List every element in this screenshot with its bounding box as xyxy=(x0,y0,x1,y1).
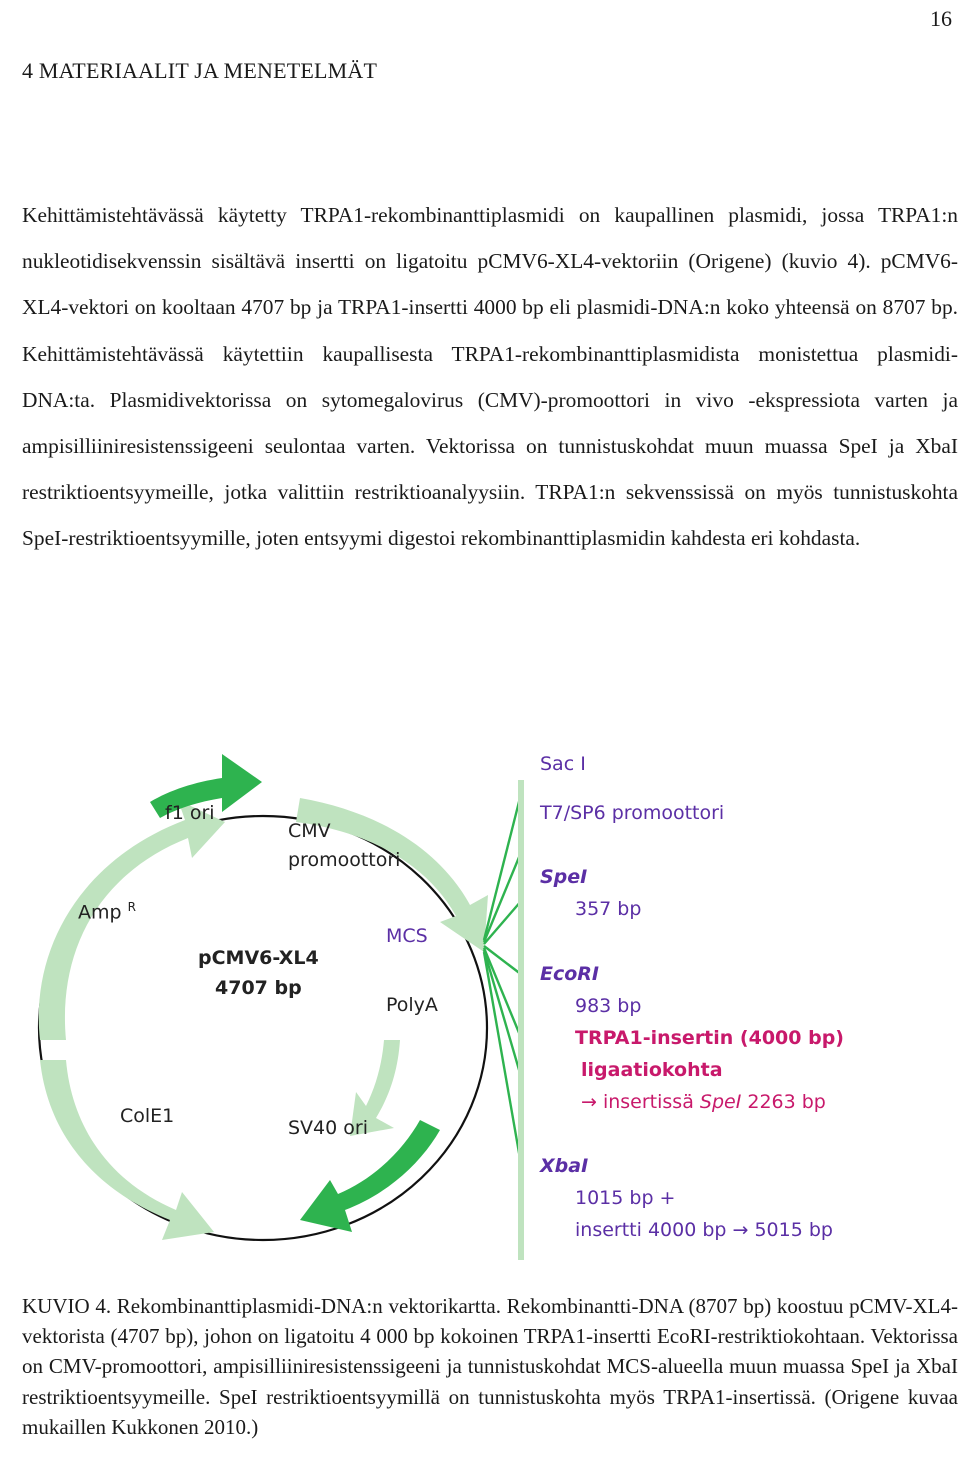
label-polya: PolyA xyxy=(386,994,438,1016)
label-ecori: EcoRI xyxy=(540,963,599,985)
label-center-size: 4707 bp xyxy=(215,977,302,999)
label-mcs: MCS xyxy=(386,925,428,947)
page-number: 16 xyxy=(930,6,952,31)
label-xbai: XbaI xyxy=(540,1155,589,1177)
mcs-fan xyxy=(484,790,522,1170)
label-center-name: pCMV6-XL4 xyxy=(198,947,319,969)
label-cmv: CMV xyxy=(288,820,331,842)
plasmid-map-figure xyxy=(0,740,960,1275)
label-sac: Sac I xyxy=(540,753,586,775)
label-spei: SpeI xyxy=(540,866,588,888)
label-ligaatiokohta: ligaatiokohta xyxy=(581,1059,723,1081)
figure-caption: KUVIO 4. Rekombinanttiplasmidi-DNA:n vektorikartta. Rekombinantti-DNA (8707 bp) koostuu pCMV-XL4-vektorista (4707 bp), johon on ligatoitu 4 000 bp kokoinen TRPA1-insertti EcoRI-restriktiokohtaan. Vektorissa on CMV-promoottori, ampisilliiniresistenssigeeni ja tunnistuskohdat MCS-alueella muun muassa SpeI ja XbaI restriktioentsyymeille. SpeI restriktioentsyymillä on tunnistuskohta myös TRPA1-insertissä. (Origene kuvaa mukaillen Kukkonen 2010.) xyxy=(22,1294,958,1439)
cole1-arrow xyxy=(40,1060,214,1240)
label-cole1: ColE1 xyxy=(120,1105,175,1127)
label-t7: T7/SP6 promoottori xyxy=(540,802,725,824)
mcs-bar xyxy=(518,780,524,1260)
label-xbai-total: insertti 4000 bp → 5015 bp xyxy=(575,1219,833,1241)
label-cmv-promoottori: promoottori xyxy=(288,849,401,871)
label-spei-bp: 357 bp xyxy=(575,898,642,920)
label-sv40: SV40 ori xyxy=(288,1117,368,1139)
label-f1-ori: f1 ori xyxy=(165,802,215,824)
label-ecori-bp: 983 bp xyxy=(575,995,642,1017)
label-xbai-bp: 1015 bp + xyxy=(575,1187,676,1209)
section-heading: 4 MATERIAALIT JA MENETELMÄT xyxy=(22,58,378,83)
plasmid-map-graphic xyxy=(0,740,960,1275)
body-paragraph: Kehittämistehtävässä käytetty TRPA1-rekombinanttiplasmidi on kaupallinen plasmidi, jossa TRPA1:n nukleotidisekvenssin sisältävä insertti on ligatoitu pCMV6-XL4-vektoriin (Origene) (kuvio 4). pCMV6-XL4-vektori on kooltaan 4707 bp ja TRPA1-insertti 4000 bp eli plasmidi-DNA:n koko yhteensä on 8707 bp. Kehittämistehtävässä käytettiin kaupallisesta TRPA1-rekombinanttiplasmidista monistettua plasmidi-DNA:ta. Plasmidivektorissa on sytomegalovirus (CMV)-promoottori in vivo -ekspressiota varten ja ampisilliiniresistenssigeeni seulontaa varten. Vektorissa on tunnistuskohdat muun muassa SpeI ja XbaI restriktioentsyymeille, jotka valittiin restriktioanalyysiin. TRPA1:n sekvenssissä on myös tunnistuskohta SpeI-restriktioentsyymille, joten entsyymi digestoi rekombinanttiplasmidin kahdesta eri kohdasta. xyxy=(22,203,958,551)
label-insert-spei: → insertissä SpeI 2263 bp xyxy=(581,1091,826,1113)
label-amp: Amp $^R$ xyxy=(78,900,136,924)
label-trpa1: TRPA1-insertin (4000 bp) xyxy=(575,1027,844,1049)
